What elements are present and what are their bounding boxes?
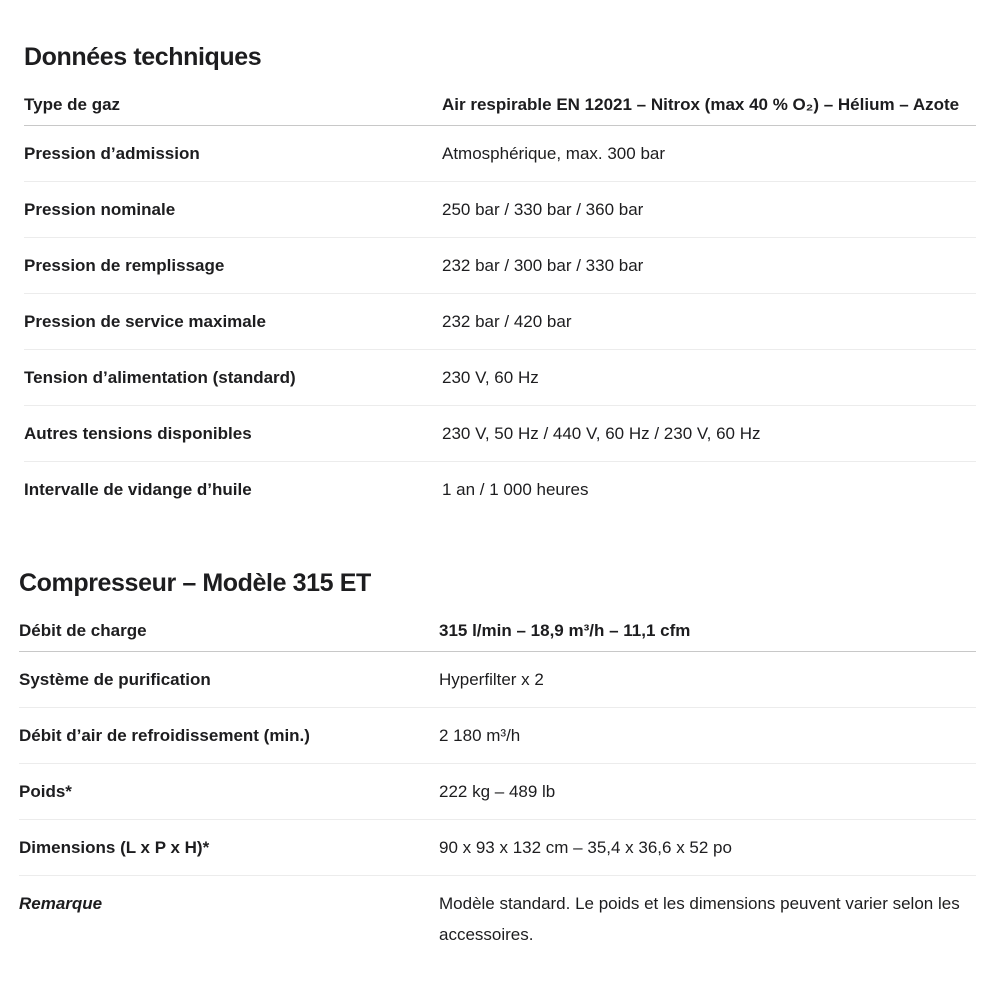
compressor-section xyxy=(19,564,976,950)
row-label: Intervalle de vidange d’huile xyxy=(24,480,252,499)
table-row xyxy=(24,294,976,350)
tech-data-section xyxy=(24,38,976,517)
row-value: 315 l/min – 18,9 m³/h – 11,1 cfm xyxy=(439,621,691,640)
row-value: 250 bar / 330 bar / 360 bar xyxy=(442,200,644,219)
table-row xyxy=(24,126,976,182)
row-label: Débit de charge xyxy=(19,621,147,640)
row-value: 1 an / 1 000 heures xyxy=(442,480,589,499)
row-label: Autres tensions disponibles xyxy=(24,424,252,443)
row-value: 222 kg – 489 lb xyxy=(439,782,556,801)
row-value: Hyperfilter x 2 xyxy=(439,670,544,689)
row-value: Atmosphérique, max. 300 bar xyxy=(442,144,666,163)
table-row xyxy=(24,462,976,517)
note-row xyxy=(19,876,976,950)
note-label: Remarque xyxy=(19,894,103,913)
row-label: Tension d’alimentation (standard) xyxy=(24,368,296,387)
table-header-row xyxy=(24,78,976,126)
table-row xyxy=(19,820,976,876)
row-value: Air respirable EN 12021 – Nitrox (max 40 % O₂) – Hélium – Azote xyxy=(442,95,960,114)
row-value: 232 bar / 300 bar / 330 bar xyxy=(442,256,644,275)
row-value: 90 x 93 x 132 cm – 35,4 x 36,6 x 52 po xyxy=(439,838,732,857)
row-label: Pression de service maximale xyxy=(24,312,266,331)
section-title: Données techniques xyxy=(24,43,262,71)
row-label: Type de gaz xyxy=(24,95,121,114)
row-value: 230 V, 50 Hz / 440 V, 60 Hz / 230 V, 60 Hz xyxy=(442,424,761,443)
row-label: Pression de remplissage xyxy=(24,256,225,275)
row-label: Dimensions (L x P x H)* xyxy=(19,838,210,857)
table-row xyxy=(19,708,976,764)
row-label: Pression d’admission xyxy=(24,144,200,163)
table-row xyxy=(24,238,976,294)
row-label: Pression nominale xyxy=(24,200,176,219)
table-row xyxy=(19,652,976,708)
row-value: 232 bar / 420 bar xyxy=(442,312,572,331)
table-row xyxy=(24,406,976,462)
row-value: 230 V, 60 Hz xyxy=(442,368,539,387)
table-row xyxy=(19,764,976,820)
table-header-row xyxy=(19,604,976,652)
section-title: Compresseur – Modèle 315 ET xyxy=(19,569,371,597)
row-label: Système de purification xyxy=(19,670,211,689)
note-text: Modèle standard. Le poids et les dimensions peuvent varier selon les accessoires. xyxy=(439,894,960,944)
row-label: Débit d’air de refroidissement (min.) xyxy=(19,726,310,745)
table-row xyxy=(24,350,976,406)
table-row xyxy=(24,182,976,238)
row-value: 2 180 m³/h xyxy=(439,726,521,745)
row-label: Poids* xyxy=(19,782,72,801)
